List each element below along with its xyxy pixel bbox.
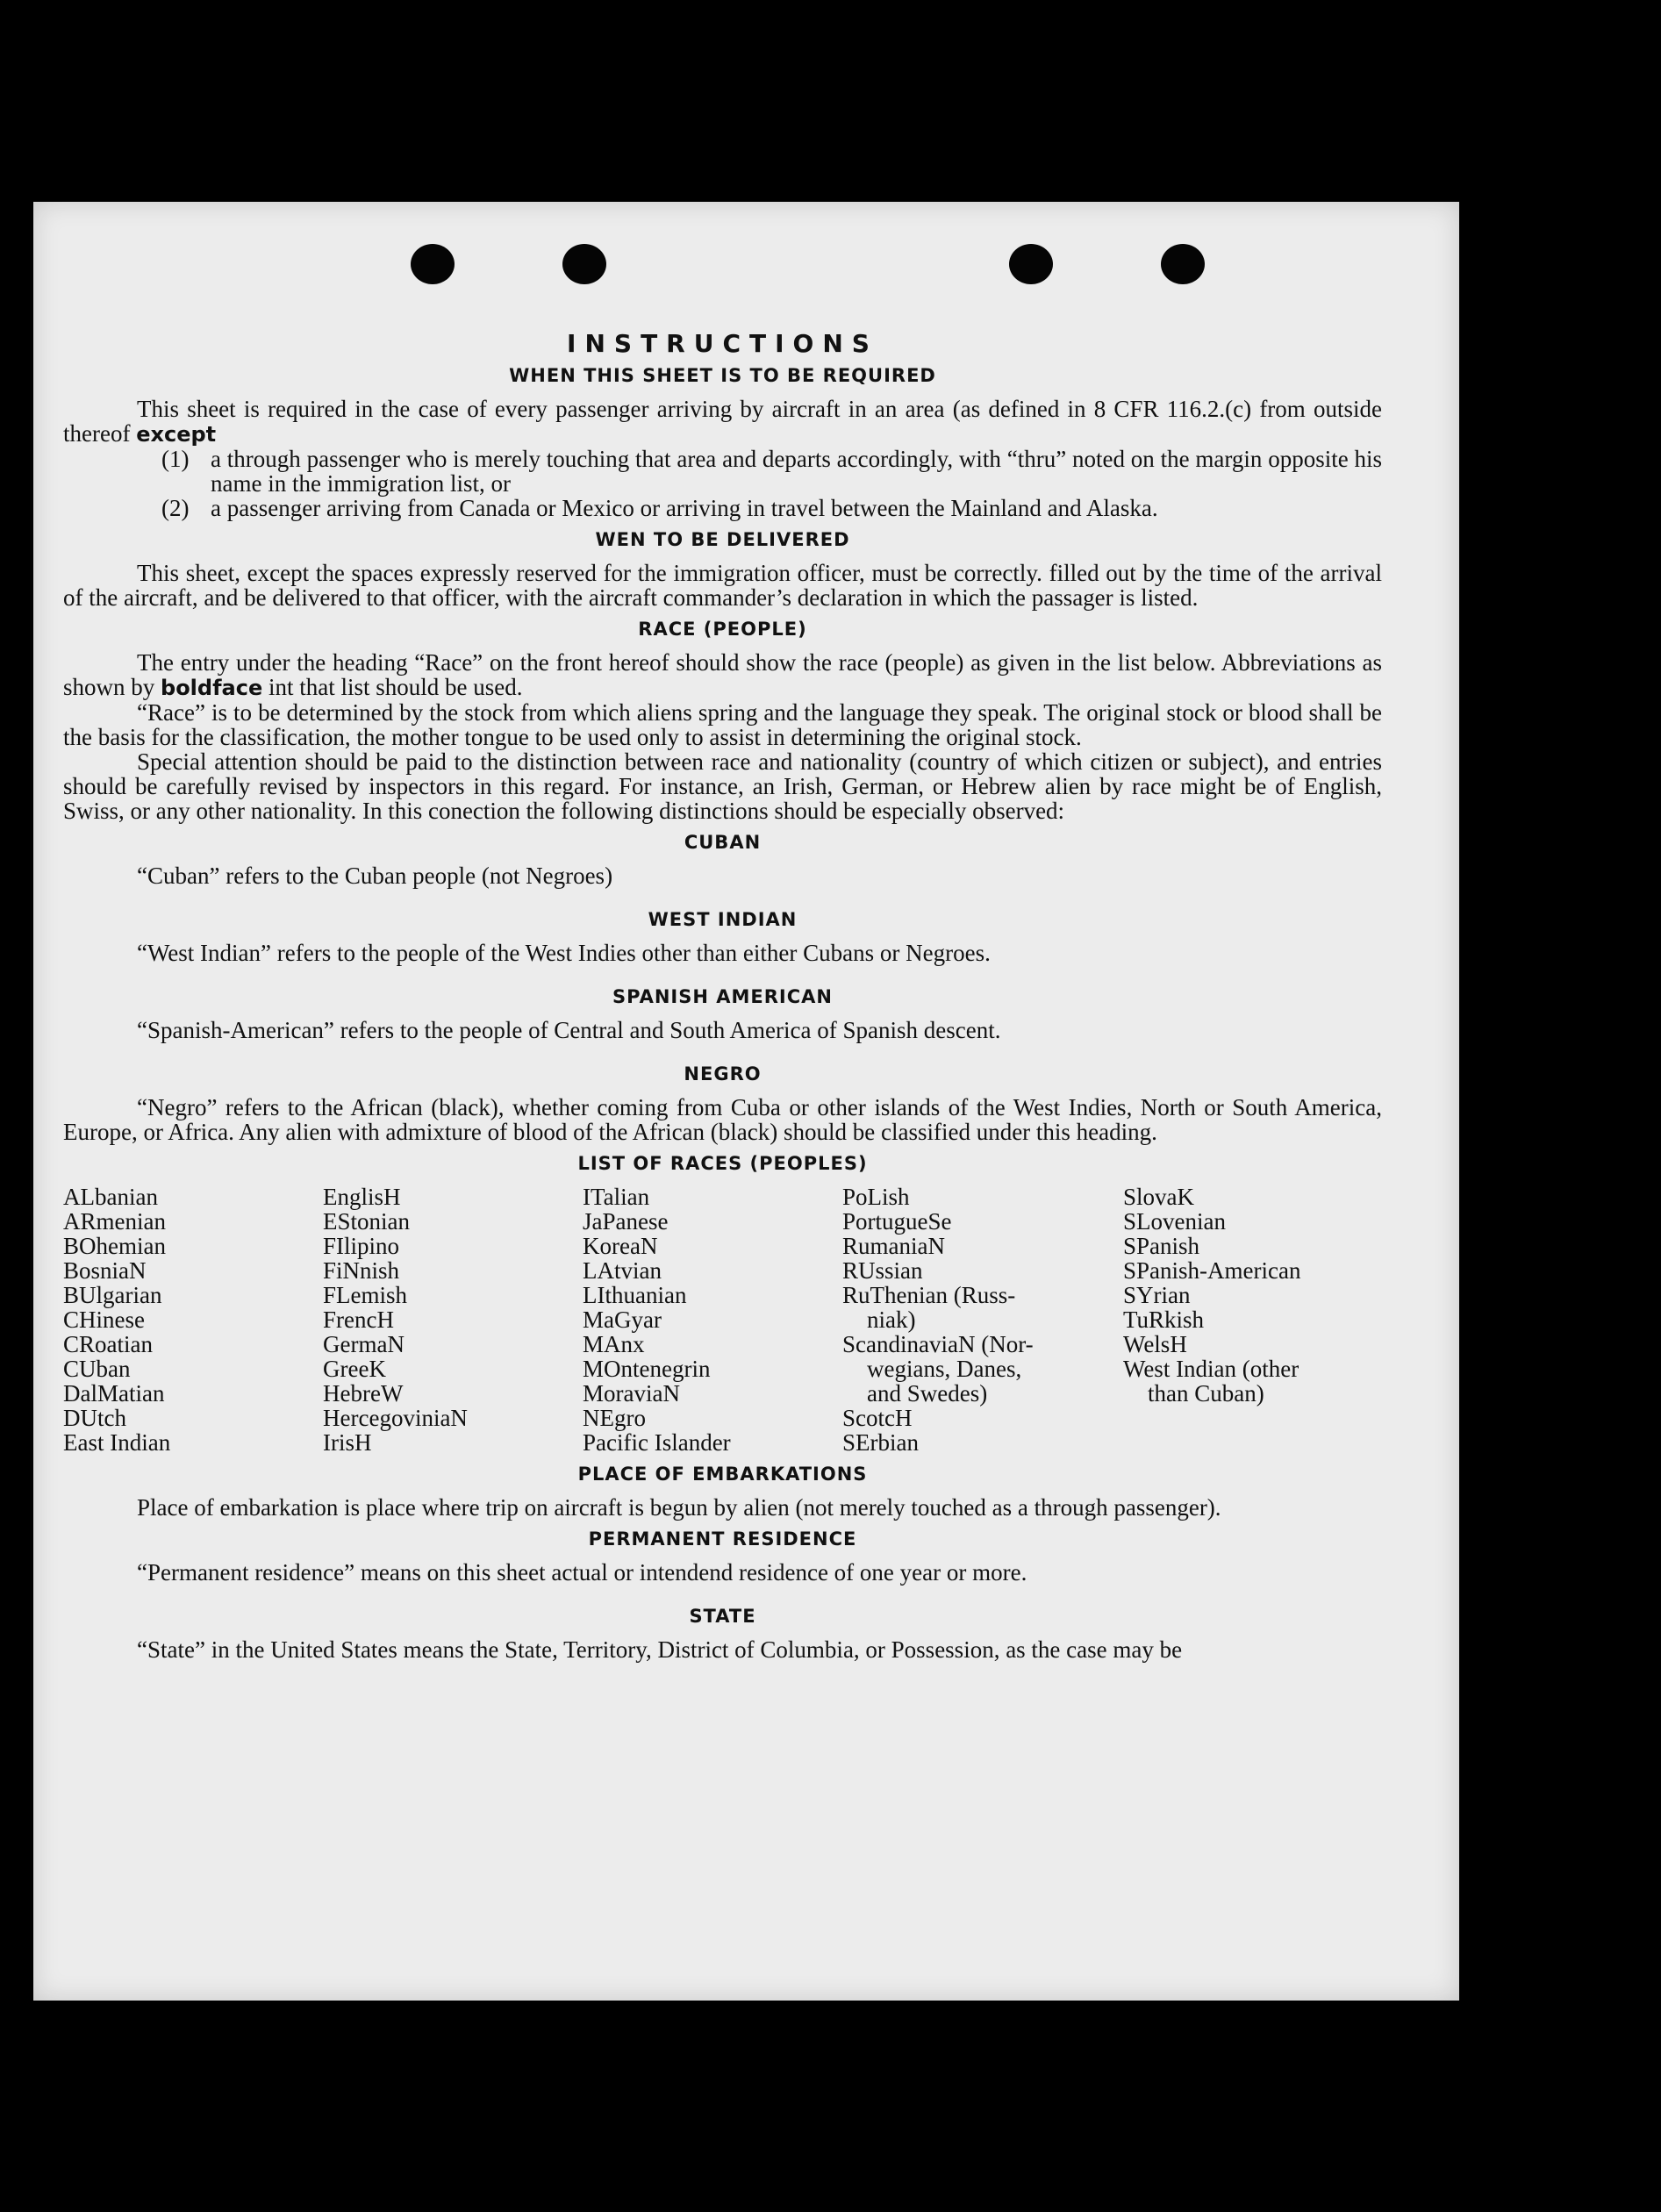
race-item: than Cuban) xyxy=(1148,1380,1264,1407)
race-item: EStonian xyxy=(323,1208,410,1235)
race-item: CUban xyxy=(63,1356,131,1382)
punch-hole xyxy=(411,244,455,284)
document-body xyxy=(63,329,1382,1663)
race-item: niak) xyxy=(867,1306,916,1333)
race-item: LAtvian xyxy=(583,1257,662,1284)
spanish-american-text: “Spanish-American” refers to the people of Central and South America of Spanish descent. xyxy=(137,1017,1001,1043)
races-column xyxy=(323,1185,583,1455)
race-item: ARmenian xyxy=(63,1208,166,1235)
races-column xyxy=(842,1185,1123,1455)
race-item: MoraviaN xyxy=(583,1380,680,1407)
race-paragraph-3: Special attention should be paid to the distinction between race and nationality (country of which citizen or subject), and entries should be carefully revised by inspectors in this regard. For instance, an Irish, German, or Hebrew alien by race might be of English, Swiss, or any other nationality. In this conection the following distinctions should be especially observed: xyxy=(63,748,1382,824)
race-item: EnglisH xyxy=(323,1184,401,1210)
delivered-text: This sheet, except the spaces expressly reserved for the immigration officer, must be correctly. filled out by the time of the arrival of the aircraft, and be delivered to that officer, with the aircraft commander’s declaration in which the passager is listed. xyxy=(63,560,1382,611)
race-item: WelsH xyxy=(1123,1331,1187,1357)
race-item: and Swedes) xyxy=(867,1380,988,1407)
list-item: (1) a through passenger who is merely touching that area and departs accordingly, with “thru” noted on the margin opposite his name in the immigration list, or xyxy=(161,446,1382,497)
race-item: MAnx xyxy=(583,1331,645,1357)
race-item: DalMatian xyxy=(63,1380,165,1407)
race-item: HercegoviniaN xyxy=(323,1405,468,1431)
race-item: SErbian xyxy=(842,1429,919,1456)
race-item: West Indian (other xyxy=(1123,1356,1299,1382)
document-title: INSTRUCTIONS xyxy=(567,329,878,358)
race-paragraph-2: “Race” is to be determined by the stock from which aliens spring and the language they speak. The original stock or blood shall be the basis for the classification, the mother tongue to be used only to assist in determining the original stock. xyxy=(63,699,1382,750)
race-item: GermaN xyxy=(323,1331,405,1357)
document-sheet xyxy=(33,202,1459,2001)
cuban-text: “Cuban” refers to the Cuban people (not Negroes) xyxy=(137,863,613,889)
races-list xyxy=(63,1185,1388,1455)
race-item: LIthuanian xyxy=(583,1282,687,1308)
heading-cuban: CUBAN xyxy=(684,832,762,853)
race-paragraph-1: The entry under the heading “Race” on the front hereof should show the race (people) as given in the list below. Abbreviations as shown by boldface int that list should be used. xyxy=(63,649,1382,700)
race-item: CHinese xyxy=(63,1306,145,1333)
race-item: RumaniaN xyxy=(842,1233,945,1259)
race-item: FrencH xyxy=(323,1306,394,1333)
races-column xyxy=(63,1185,323,1455)
race-item: wegians, Danes, xyxy=(867,1356,1022,1382)
heading-residence: PERMANENT RESIDENCE xyxy=(588,1528,857,1550)
embarkation-text: Place of embarkation is place where trip on aircraft is begun by alien (not merely touched as a through passenger). xyxy=(137,1494,1221,1521)
race-item: Pacific Islander xyxy=(583,1429,731,1456)
race-item: FLemish xyxy=(323,1282,408,1308)
heading-list-of-races: LIST OF RACES (PEOPLES) xyxy=(577,1153,868,1174)
races-column xyxy=(1123,1185,1388,1455)
race-item: MaGyar xyxy=(583,1306,662,1333)
punch-hole xyxy=(1161,244,1205,284)
race-item: FIlipino xyxy=(323,1233,400,1259)
race-item: BOhemian xyxy=(63,1233,166,1259)
punch-hole xyxy=(562,244,606,284)
heading-west-indian: WEST INDIAN xyxy=(648,909,798,930)
race-item: MOntenegrin xyxy=(583,1356,711,1382)
heading-delivered: WEN TO BE DELIVERED xyxy=(595,529,850,550)
punch-hole xyxy=(1009,244,1053,284)
race-item: SPanish xyxy=(1123,1233,1200,1259)
race-item: ALbanian xyxy=(63,1184,158,1210)
race-item: CRoatian xyxy=(63,1331,153,1357)
race-item: BUlgarian xyxy=(63,1282,162,1308)
race-item: SPanish-American xyxy=(1123,1257,1301,1284)
race-item: ITalian xyxy=(583,1184,650,1210)
race-item: JaPanese xyxy=(583,1208,669,1235)
race-item: SLovenian xyxy=(1123,1208,1226,1235)
state-text: “State” in the United States means the State, Territory, District of Columbia, or Possession, as the case may be xyxy=(137,1636,1183,1663)
race-item: IrisH xyxy=(323,1429,372,1456)
race-item: RuThenian (Russ- xyxy=(842,1282,1016,1308)
negro-text: “Negro” refers to the African (black), whether coming from Cuba or other islands of the West Indies, North or South America, Europe, or Africa. Any alien with admixture of blood of the African (black) should be classified under this heading. xyxy=(63,1094,1382,1145)
race-item: DUtch xyxy=(63,1405,126,1431)
required-intro-bold: except xyxy=(136,422,217,447)
race-item: PoLish xyxy=(842,1184,910,1210)
race-item: BosniaN xyxy=(63,1257,147,1284)
heading-state: STATE xyxy=(689,1606,756,1627)
heading-race: RACE (PEOPLE) xyxy=(638,619,807,640)
heading-negro: NEGRO xyxy=(684,1063,762,1085)
required-intro: This sheet is required in the case of every passenger arriving by aircraft in an area (as defined in 8 CFR 116.2.(c) from outside thereof except xyxy=(63,396,1382,447)
residence-text: “Permanent residence” means on this sheet actual or intendend residence of one year or more. xyxy=(137,1559,1027,1586)
race-item: SYrian xyxy=(1123,1282,1191,1308)
heading-embarkation: PLACE OF EMBARKATIONS xyxy=(577,1464,868,1485)
race-item: KoreaN xyxy=(583,1233,658,1259)
race-item: HebreW xyxy=(323,1380,404,1407)
race-item: SlovaK xyxy=(1123,1184,1194,1210)
race-item: FiNnish xyxy=(323,1257,400,1284)
heading-required: WHEN THIS SHEET IS TO BE REQUIRED xyxy=(509,365,936,386)
races-column xyxy=(583,1185,842,1455)
race-item: TuRkish xyxy=(1123,1306,1205,1333)
list-item: (2) a passenger arriving from Canada or Mexico or arriving in travel between the Mainland and Alaska. xyxy=(161,495,1158,521)
race-item: PortugueSe xyxy=(842,1208,952,1235)
race-item: RUssian xyxy=(842,1257,923,1284)
race-item: ScandinaviaN (Nor- xyxy=(842,1331,1034,1357)
race-item: NEgro xyxy=(583,1405,646,1431)
west-indian-text: “West Indian” refers to the people of the West Indies other than either Cubans or Negroes. xyxy=(137,940,991,966)
race-item: ScotcH xyxy=(842,1405,913,1431)
race-item: East Indian xyxy=(63,1429,171,1456)
heading-spanish-american: SPANISH AMERICAN xyxy=(612,986,833,1007)
race-item: GreeK xyxy=(323,1356,386,1382)
